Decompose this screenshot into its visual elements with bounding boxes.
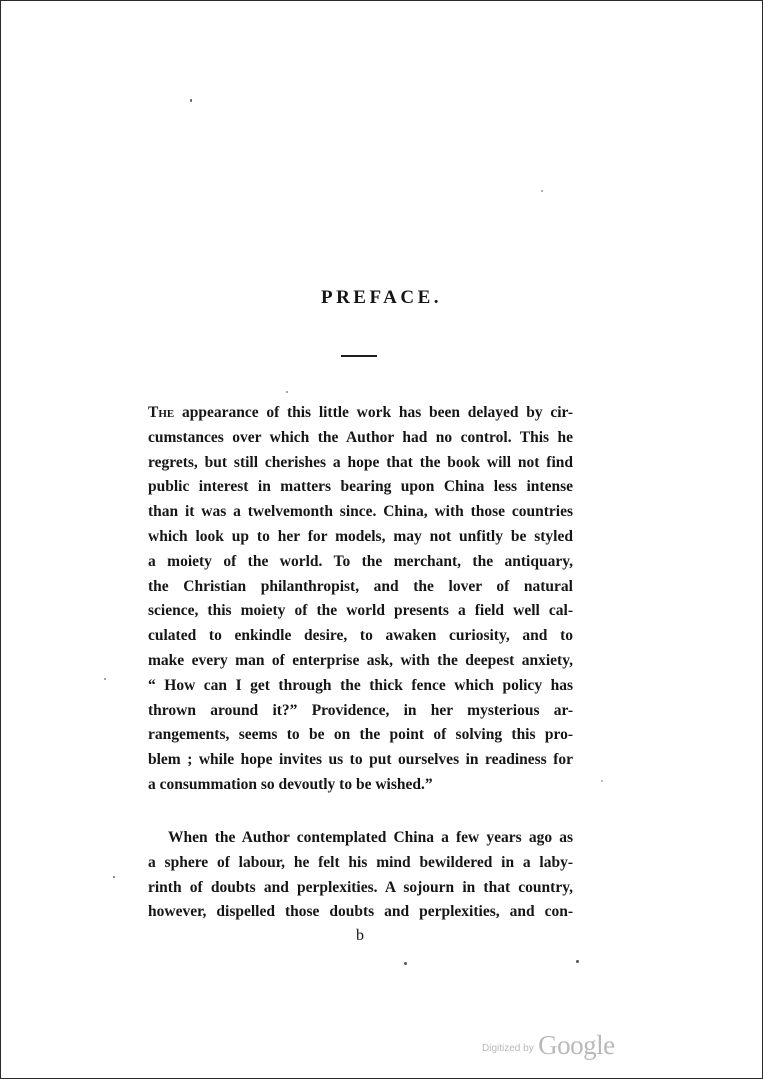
text-line-last: a consummation so devoutly to be wished.” <box>148 775 433 793</box>
first-line-rest: appearance of this little work has been delayed by cir- <box>174 404 573 421</box>
text-line: rangements, seems to be on the point of solving this pro- <box>148 726 573 744</box>
scan-speck <box>286 391 288 393</box>
scan-speck <box>576 960 579 963</box>
text-line: culated to enkindle desire, to awaken curiosity, and to <box>148 627 573 645</box>
scan-speck <box>541 190 543 192</box>
text-line: make every man of enterprise ask, with the deepest anxiety, <box>148 651 573 669</box>
scan-speck <box>104 678 106 680</box>
paragraph-2 <box>148 826 573 925</box>
text-line: thrown around it?” Providence, in her mysterious ar- <box>148 701 573 719</box>
text-line: which look up to her for models, may not unfitly be styled <box>148 527 573 545</box>
text-line: the Christian philanthropist, and the lover of natural <box>148 577 573 595</box>
text-line: however, dispelled those doubts and perplexities, and con- <box>148 903 573 921</box>
digitized-watermark <box>482 1030 615 1061</box>
text-line: than it was a twelvemonth since. China, with those countries <box>148 503 573 521</box>
watermark-prefix: Digitized by <box>482 1043 534 1054</box>
text-line: cumstances over which the Author had no control. This he <box>148 428 573 446</box>
text-line: science, this moiety of the world presents a field well cal- <box>148 602 573 620</box>
lead-word: The <box>148 404 175 421</box>
scan-speck <box>404 962 407 965</box>
text-line: a moiety of the world. To the merchant, the antiquary, <box>148 552 573 570</box>
scan-speck <box>190 99 192 102</box>
text-line <box>148 401 573 426</box>
scan-speck <box>601 780 603 782</box>
watermark-logo: Google <box>538 1030 615 1060</box>
text-line: “ How can I get through the thick fence which policy has <box>148 676 573 694</box>
title-rule <box>341 355 377 357</box>
paragraph-1 <box>148 401 573 798</box>
scan-speck <box>113 876 115 878</box>
text-line: public interest in matters bearing upon China less intense <box>148 478 573 496</box>
text-line: rinth of doubts and perplexities. A sojourn in that country, <box>148 878 573 896</box>
text-line: blem ; while hope invites us to put ourselves in readiness for <box>148 751 573 769</box>
text-line: regrets, but still cherishes a hope that the book will not find <box>148 453 573 471</box>
text-line-indented: When the Author contemplated China a few years ago as <box>168 829 573 846</box>
page-title: PREFACE. <box>320 287 443 308</box>
signature-mark: b <box>356 927 364 944</box>
text-line: a sphere of labour, he felt his mind bewildered in a laby- <box>148 853 573 871</box>
